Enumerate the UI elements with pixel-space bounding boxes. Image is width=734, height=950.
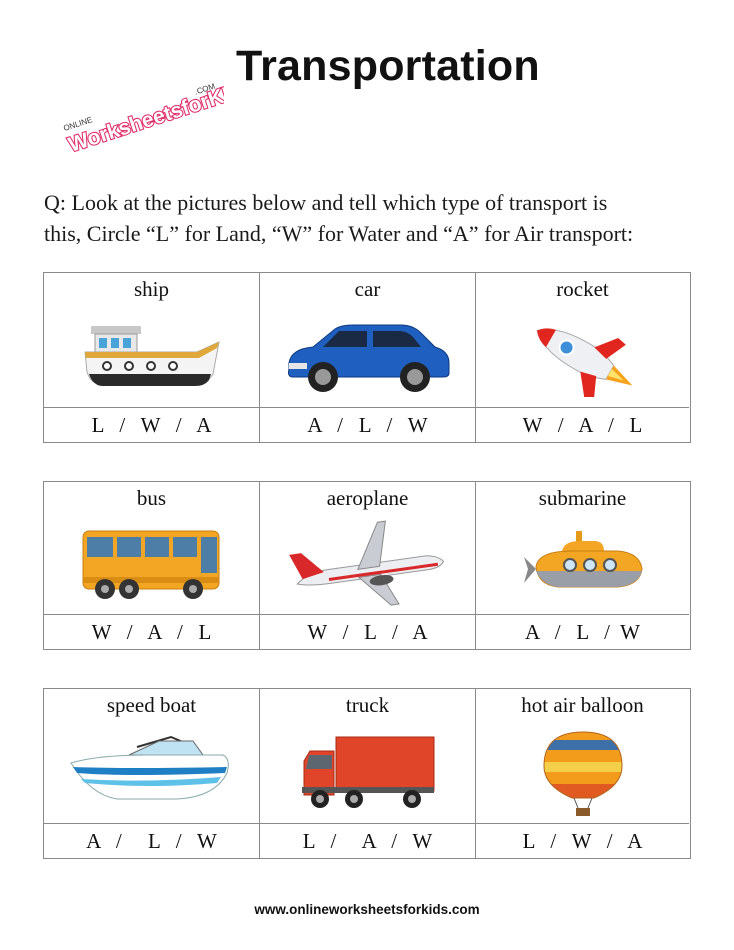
transport-cell-submarine (476, 482, 689, 649)
truck-icon (260, 723, 475, 822)
transport-cell-hot-air-balloon (476, 689, 689, 858)
answer-options[interactable]: L / A / W (260, 823, 475, 858)
transport-cell-truck (260, 689, 476, 858)
page-title: Transportation (236, 42, 540, 90)
answer-options[interactable]: A / L / W (260, 407, 475, 442)
transport-cell-ship (44, 273, 260, 442)
speed-boat-icon (44, 723, 259, 822)
transport-cell-bus (44, 482, 260, 649)
question-line-2: this, Circle “L” for Land, “W” for Water and “A” for Air transport: (44, 221, 634, 246)
question-text (44, 187, 704, 249)
transport-name: ship (133, 277, 169, 301)
transport-name: hot air balloon (521, 693, 644, 717)
transport-row-2 (43, 481, 691, 650)
transport-row-3 (43, 688, 691, 859)
footer-url[interactable]: www.onlineworksheetsforkids.com (254, 902, 480, 917)
transport-name: truck (345, 693, 390, 717)
question-line-1: Q: Look at the pictures below and tell which type of transport is (44, 190, 608, 215)
answer-options[interactable]: W / L / A (260, 614, 475, 649)
brand-logo (44, 44, 224, 154)
transport-cell-rocket (476, 273, 689, 442)
answer-options[interactable]: W / A / L (476, 407, 689, 442)
car-icon (260, 307, 475, 406)
transport-name: bus (136, 486, 167, 510)
transport-row-1 (43, 272, 691, 443)
submarine-icon (476, 516, 689, 613)
transport-cell-speed-boat (44, 689, 260, 858)
answer-options[interactable]: L / W / A (476, 823, 689, 858)
transport-cell-aeroplane (260, 482, 476, 649)
transport-cell-car (260, 273, 476, 442)
logo-com-text: .COM (193, 81, 217, 97)
ship-icon (44, 307, 259, 406)
logo-brand-text: WorksheetsforKIDS (65, 74, 224, 154)
transport-name: speed boat (106, 693, 197, 717)
answer-options[interactable]: A / L / W (476, 614, 689, 649)
hot-air-balloon-icon (476, 723, 689, 822)
answer-options[interactable]: W / A / L (44, 614, 259, 649)
transport-name: rocket (556, 277, 609, 301)
aeroplane-icon (260, 516, 475, 613)
transport-name: car (354, 277, 381, 301)
transport-name: submarine (538, 486, 627, 510)
transport-name: aeroplane (326, 486, 409, 510)
logo-online-text: ONLINE (62, 115, 94, 133)
answer-options[interactable]: A / L / W (44, 823, 259, 858)
answer-options[interactable]: L / W / A (44, 407, 259, 442)
rocket-icon (476, 307, 689, 406)
bus-icon (44, 516, 259, 613)
